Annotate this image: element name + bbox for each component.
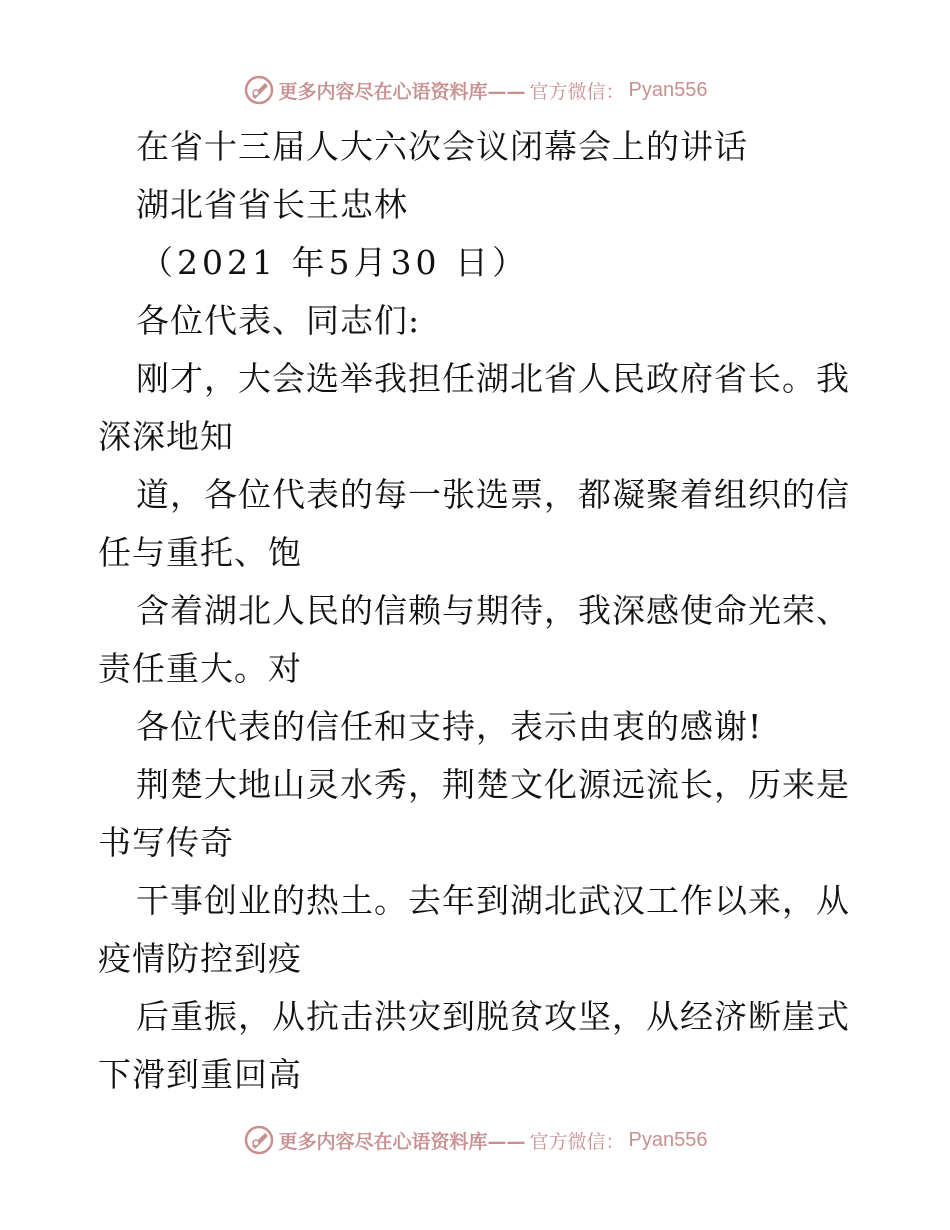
header-watermark-banner	[0, 72, 950, 108]
paragraph-line: 书写传奇	[98, 823, 234, 862]
paragraph-line: 各位代表、同志们:	[136, 301, 421, 340]
wechat-label: 官方微信：	[529, 80, 625, 103]
brand-logo-icon	[243, 74, 275, 106]
wechat-id: Pyan556	[628, 1128, 708, 1151]
document-body	[98, 118, 858, 1104]
paragraph-line: 荆楚大地山灵水秀，荆楚文化源远流长，历来是	[136, 765, 850, 804]
wechat-id: Pyan556	[628, 78, 708, 101]
wechat-label: 官方微信：	[529, 1130, 625, 1153]
paragraph-line: 刚才，大会选举我担任湖北省人民政府省长。我	[136, 359, 850, 398]
paragraph-line: 疫情防控到疫	[98, 939, 302, 978]
speech-date: （2021 年5月30 日）	[140, 243, 529, 282]
speaker-name: 湖北省省长王忠林	[136, 185, 408, 224]
paragraph-line: 干事创业的热土。去年到湖北武汉工作以来，从	[136, 881, 850, 920]
paragraph-line: 任与重托、饱	[98, 533, 302, 572]
paragraph-line: 责任重大。对	[98, 649, 302, 688]
paragraph-line: 后重振，从抗击洪灾到脱贫攻坚，从经济断崖式	[136, 997, 850, 1036]
footer-watermark-banner	[0, 1122, 950, 1158]
watermark-text: 更多内容尽在心语资料库——	[278, 1130, 526, 1153]
brand-logo-icon	[243, 1124, 275, 1156]
watermark-text: 更多内容尽在心语资料库——	[278, 80, 526, 103]
paragraph-line: 深深地知	[98, 417, 234, 456]
speech-title: 在省十三届人大六次会议闭幕会上的讲话	[136, 127, 748, 166]
paragraph-line: 道，各位代表的每一张选票，都凝聚着组织的信	[136, 475, 850, 514]
paragraph-line: 各位代表的信任和支持，表示由衷的感谢!	[136, 707, 763, 746]
paragraph-line: 含着湖北人民的信赖与期待，我深感使命光荣、	[136, 591, 850, 630]
paragraph-line: 下滑到重回高	[98, 1055, 302, 1094]
